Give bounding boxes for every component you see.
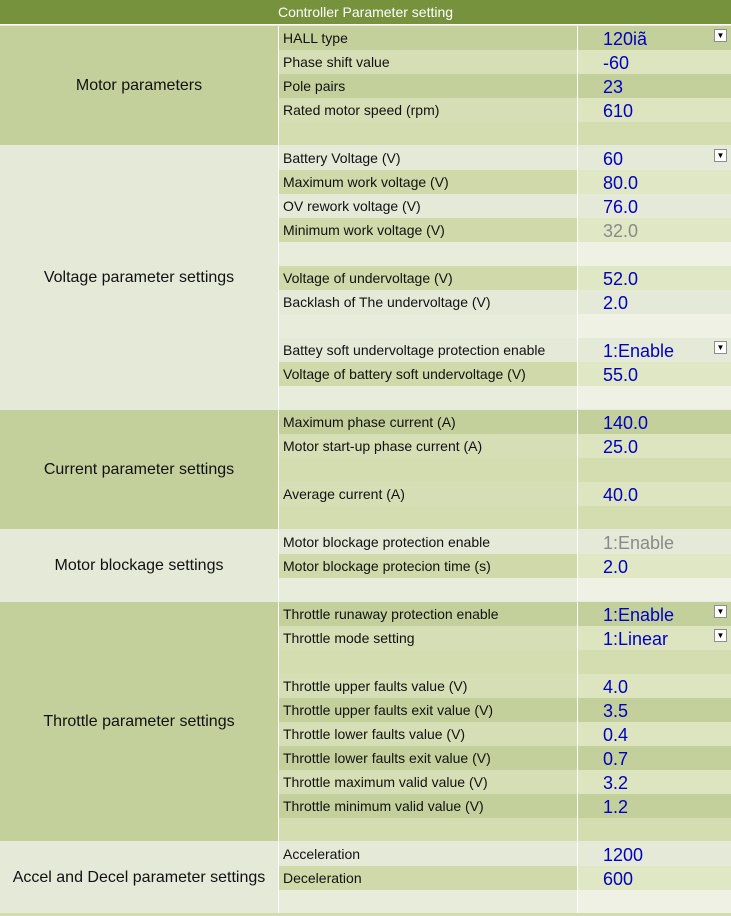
param-value: 25.0 <box>603 437 639 457</box>
param-input[interactable] <box>578 746 731 770</box>
param-input[interactable] <box>578 266 731 290</box>
param-input[interactable] <box>578 674 731 698</box>
param-input[interactable] <box>578 722 731 746</box>
param-row <box>279 770 731 794</box>
dropdown-arrow-icon[interactable]: ▼ <box>714 629 727 642</box>
section-title: Accel and Decel parameter settings <box>0 842 278 914</box>
section-rows <box>279 842 731 914</box>
spacer-row <box>279 242 731 266</box>
param-label <box>279 650 577 674</box>
param-select[interactable] <box>578 26 731 50</box>
param-label: Battery Voltage (V) <box>279 146 577 170</box>
param-value: 600 <box>603 869 634 889</box>
section-rows <box>279 410 731 530</box>
param-label: Throttle lower faults value (V) <box>279 722 577 746</box>
param-label <box>279 458 577 482</box>
param-input[interactable] <box>578 770 731 794</box>
param-input[interactable] <box>578 194 731 218</box>
section-rows <box>279 602 731 842</box>
param-input[interactable] <box>578 482 731 506</box>
param-row <box>279 146 731 170</box>
param-input <box>578 818 731 842</box>
param-row <box>279 170 731 194</box>
param-label: Backlash of The undervoltage (V) <box>279 290 577 314</box>
param-row <box>279 866 731 890</box>
param-label: Minimum work voltage (V) <box>279 218 577 242</box>
param-value: 32.0 <box>603 221 639 241</box>
param-input <box>578 314 731 338</box>
param-row <box>279 746 731 770</box>
spacer-row <box>279 818 731 842</box>
param-label: Acceleration <box>279 842 577 866</box>
param-input <box>578 890 731 914</box>
param-label: Motor blockage protection enable <box>279 530 577 554</box>
param-value: 0.7 <box>603 749 629 769</box>
param-input <box>578 458 731 482</box>
param-row <box>279 266 731 290</box>
spacer-row <box>279 386 731 410</box>
section-rows <box>279 26 731 146</box>
spacer-row <box>279 650 731 674</box>
param-label: Battey soft undervoltage protection enable <box>279 338 577 362</box>
param-input[interactable] <box>578 98 731 122</box>
section-motor-blockage-settings <box>0 529 731 602</box>
section-title: Motor blockage settings <box>0 530 278 602</box>
param-row <box>279 362 731 386</box>
param-label: Phase shift value <box>279 50 577 74</box>
param-row <box>279 698 731 722</box>
param-value: 1200 <box>603 845 644 865</box>
param-row <box>279 434 731 458</box>
param-input[interactable] <box>578 362 731 386</box>
section-accel-and-decel-parameter-settings <box>0 841 731 914</box>
section-title: Current parameter settings <box>0 410 278 530</box>
param-label: Voltage of battery soft undervoltage (V) <box>279 362 577 386</box>
param-label: Throttle maximum valid value (V) <box>279 770 577 794</box>
param-row <box>279 842 731 866</box>
param-value: 60 <box>603 149 624 169</box>
param-label: Voltage of undervoltage (V) <box>279 266 577 290</box>
param-value: 1:Enable <box>603 605 675 625</box>
param-select[interactable] <box>578 338 731 362</box>
param-select[interactable] <box>578 626 731 650</box>
dropdown-arrow-icon[interactable]: ▼ <box>714 605 727 618</box>
spacer-row <box>279 506 731 530</box>
param-row <box>279 554 731 578</box>
param-input <box>578 650 731 674</box>
param-label <box>279 818 577 842</box>
param-value: 3.5 <box>603 701 629 721</box>
param-label: Rated motor speed (rpm) <box>279 98 577 122</box>
param-label: Motor start-up phase current (A) <box>279 434 577 458</box>
section-motor-parameters <box>0 25 731 146</box>
window-title: Controller Parameter setting <box>0 0 731 24</box>
param-input[interactable] <box>578 410 731 434</box>
param-label: Throttle minimum valid value (V) <box>279 794 577 818</box>
param-value: 1:Linear <box>603 629 669 649</box>
spacer-row <box>279 890 731 914</box>
param-label: Throttle runaway protection enable <box>279 602 577 626</box>
param-row <box>279 794 731 818</box>
param-row <box>279 218 731 242</box>
param-row <box>279 290 731 314</box>
section-voltage-parameter-settings <box>0 145 731 410</box>
param-value: 0.4 <box>603 725 629 745</box>
param-value: 80.0 <box>603 173 639 193</box>
param-label: Average current (A) <box>279 482 577 506</box>
param-input[interactable] <box>578 74 731 98</box>
param-label <box>279 890 577 914</box>
param-row <box>279 98 731 122</box>
param-row <box>279 626 731 650</box>
section-rows <box>279 146 731 410</box>
section-title: Motor parameters <box>0 26 278 146</box>
param-row <box>279 530 731 554</box>
param-label: Pole pairs <box>279 74 577 98</box>
param-value: 1:Enable <box>603 533 675 553</box>
param-input[interactable] <box>578 842 731 866</box>
param-value: 55.0 <box>603 365 639 385</box>
spacer-row <box>279 122 731 146</box>
param-input[interactable] <box>578 554 731 578</box>
param-row <box>279 338 731 362</box>
param-label: Throttle upper faults value (V) <box>279 674 577 698</box>
param-input[interactable] <box>578 170 731 194</box>
spacer-row <box>279 458 731 482</box>
param-label: Motor blockage protecion time (s) <box>279 554 577 578</box>
param-input <box>578 530 731 554</box>
dropdown-arrow-icon[interactable]: ▼ <box>714 341 727 354</box>
param-label: HALL type <box>279 26 577 50</box>
param-value: -60 <box>603 53 630 73</box>
param-row <box>279 602 731 626</box>
section-throttle-parameter-settings <box>0 601 731 842</box>
param-input <box>578 218 731 242</box>
param-row <box>279 674 731 698</box>
param-input <box>578 122 731 146</box>
param-value: 120iã <box>603 29 648 49</box>
param-input[interactable] <box>578 794 731 818</box>
param-row <box>279 74 731 98</box>
section-rows <box>279 530 731 602</box>
dropdown-arrow-icon[interactable]: ▼ <box>714 29 727 42</box>
param-value: 2.0 <box>603 293 629 313</box>
param-row <box>279 410 731 434</box>
param-value: 610 <box>603 101 634 121</box>
param-value: 2.0 <box>603 557 629 577</box>
param-label <box>279 386 577 410</box>
param-label: Deceleration <box>279 866 577 890</box>
param-label: Throttle lower faults exit value (V) <box>279 746 577 770</box>
param-label: Throttle upper faults exit value (V) <box>279 698 577 722</box>
param-label: Maximum phase current (A) <box>279 410 577 434</box>
param-value: 140.0 <box>603 413 649 433</box>
dropdown-arrow-icon[interactable]: ▼ <box>714 149 727 162</box>
param-input <box>578 242 731 266</box>
param-input[interactable] <box>578 866 731 890</box>
param-label <box>279 578 577 602</box>
param-row <box>279 50 731 74</box>
param-label: Maximum work voltage (V) <box>279 170 577 194</box>
param-row <box>279 482 731 506</box>
param-value: 1.2 <box>603 797 629 817</box>
param-label <box>279 506 577 530</box>
param-input[interactable] <box>578 434 731 458</box>
section-current-parameter-settings <box>0 409 731 530</box>
param-row <box>279 194 731 218</box>
param-input[interactable] <box>578 698 731 722</box>
section-title: Voltage parameter settings <box>0 146 278 410</box>
param-input[interactable] <box>578 50 731 74</box>
param-label: OV rework voltage (V) <box>279 194 577 218</box>
param-label <box>279 314 577 338</box>
param-label <box>279 122 577 146</box>
param-label: Throttle mode setting <box>279 626 577 650</box>
param-value: 1:Enable <box>603 341 675 361</box>
param-input <box>578 578 731 602</box>
param-label <box>279 242 577 266</box>
param-input <box>578 506 731 530</box>
param-input <box>578 386 731 410</box>
param-value: 4.0 <box>603 677 629 697</box>
spacer-row <box>279 578 731 602</box>
spacer-row <box>279 314 731 338</box>
param-value: 3.2 <box>603 773 629 793</box>
param-row <box>279 722 731 746</box>
param-value: 40.0 <box>603 485 639 505</box>
param-value: 52.0 <box>603 269 639 289</box>
section-title: Throttle parameter settings <box>0 602 278 842</box>
param-row <box>279 26 731 50</box>
param-select[interactable] <box>578 146 731 170</box>
param-value: 76.0 <box>603 197 639 217</box>
param-select[interactable] <box>578 602 731 626</box>
param-value: 23 <box>603 77 624 97</box>
param-input[interactable] <box>578 290 731 314</box>
